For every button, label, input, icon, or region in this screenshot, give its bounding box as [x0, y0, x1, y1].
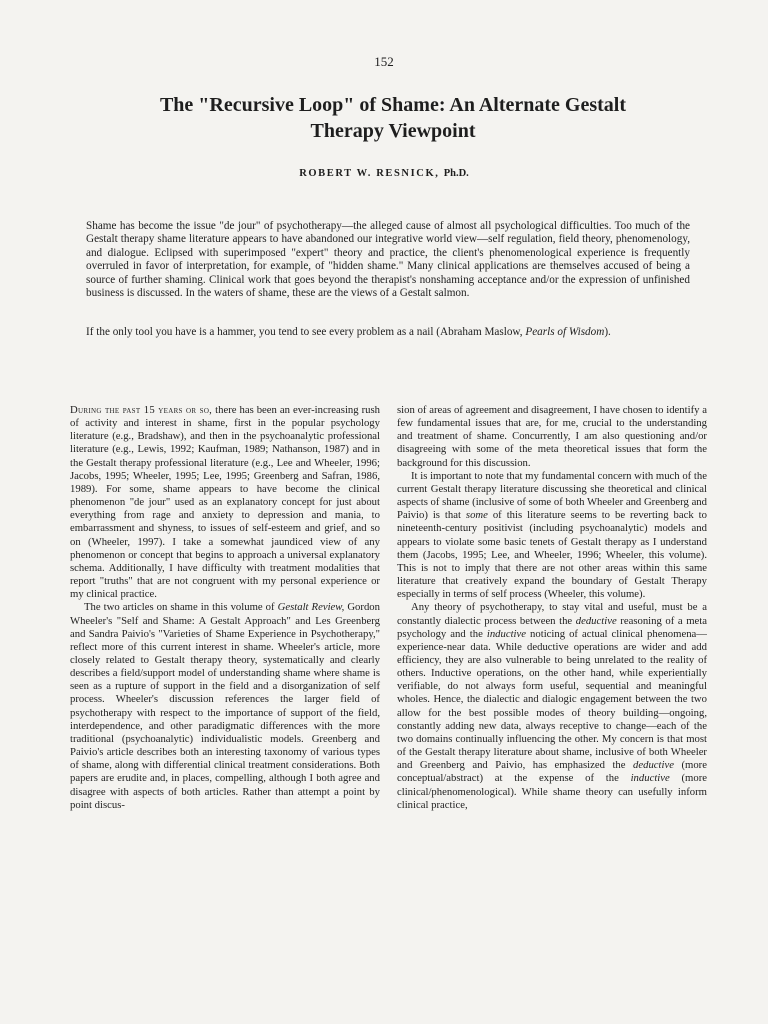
paragraph-text: (more clinical/phenomenological). While shame theory can usefully inform clinical practice,	[397, 772, 707, 811]
paragraph-text: (more conceptual/abstract) at the expense of the	[397, 759, 707, 785]
author-name: ROBERT W. RESNICK,	[299, 168, 440, 179]
article-title-line-2: Therapy Viewpoint	[310, 120, 476, 142]
paragraph-text: Any theory of psychotherapy, to stay vital and useful, must be a constantly dialectic process between the	[397, 601, 707, 627]
body-paragraph	[70, 404, 380, 601]
journal-name: Gestalt Review,	[277, 601, 345, 614]
emphasis: deductive	[575, 614, 617, 627]
article-title-line-1: The "Recursive Loop" of Shame: An Alternate Gestalt	[159, 94, 627, 116]
emphasis: inductive	[486, 627, 527, 640]
article-title	[120, 92, 666, 144]
body-column-left	[70, 404, 380, 812]
paragraph-text: there has been an ever-increasing rush of activity and interest in shame, first in the popular psychology literature (e.g., Bradshaw), and then in the psychoanalytic professional literature (e.g., Lewis, 1992; Kaufman, 1989; Nathanson, 1987) and in the Gestalt therapy professional literature (e.g., Lee and Wheeler, 1996; Jacobs, 1995; Wheeler, 1995; Lee, 1995; Greenberg and Safran, 1986, 1989). For some, shame appears to have become the clinical phenomenon "de jour" used as an explanatory concept for just about everything from rage and anxiety to depression and mania, to embarrassment and shyness, to issues of self-esteem and grief, and so on (Wheeler, 1997). I take a somewhat jaundiced view of any phenomenon or concept that begins to approach a universal explanatory schema. Additionally, I have difficulty with treatment modalities that report "truths" that are not congruent with my personal experience or my clinical practice.	[70, 404, 380, 601]
paragraph-text: Gordon Wheeler's "Self and Shame: A Gestalt Approach" and Les Greenberg and Sandra Paivio's "Varieties of Shame Experience in Psychotherapy," reflect more of this current interest in shame. Wheeler's article, more closely related to Gestalt therapy theory, systematically and clearly describes a field/support model of understanding shame where shame is seen as a rupture of support in the field and a disorganization of self process. Wheeler's discussion references the larger field of psychotherapy with respect to the importance of support of the field, interdependence, and other paradigmatic differences with the more traditional (psychoanalytic) individualistic models. Greenberg and Paivio's article describes both an interesting taxonomy of various types of shame, along with differential clinical treatment considerations. Both papers are erudite and, in places, compelling, although I both agree and disagree with aspects of both articles. Rather than attempt a point by point discus-	[70, 601, 380, 811]
emphasis: deductive	[633, 759, 674, 772]
body-paragraph: sion of areas of agreement and disagreement, I have chosen to identify a few fundamental issues that are, for me, crucial to the understanding and treatment of shame. Concurrently, I am also questioning and/or disagreeing with some of the meta theoretical issues that form the background for this discussion.	[397, 404, 707, 469]
epigraph-text: If the only tool you have is a hammer, you tend to see every problem as a nail (Abraham Maslow,	[86, 326, 526, 338]
epigraph-source: Pearls of Wisdom	[525, 326, 605, 338]
abstract: Shame has become the issue "de jour" of psychotherapy—the alleged cause of almost all psychological difficulties. Too much of the Gestalt therapy shame literature appears to have abandoned our integrative world view—self regulation, field theory, phenomenology, and dialogue. Eclipsed with superimposed "expert" theory and practice, the client's phenomenological experience is frequently overruled in favor of interpretation, for example, of "hidden shame." Many clinical applications are themselves accused of being a source of further shaming. Clinical work that goes beyond the therapist's nonshaming acceptance and/or the expression of unfinished business is discussed. In the waters of shame, these are the views of a Gestalt salmon.	[86, 220, 690, 300]
body-column-right	[397, 404, 707, 812]
paragraph-text: reasoning of a meta psychology and the	[397, 614, 707, 640]
author-byline	[0, 168, 768, 179]
paragraph-text: It is important to note that my fundamental concern with much of the current Gestalt therapy literature discussing she theoretical and clinical aspects of shame (inclusive of some of both Wheeler and Greenberg and Paivio) is that	[397, 469, 707, 522]
page-number: 152	[374, 54, 394, 69]
lead-in-small-caps: During the past 15 years or so,	[70, 404, 213, 416]
paragraph-text: noticing of actual clinical phenomena— experience-near data. While deductive operations are wider and add efficiency, they are also vulnerable to being unrelated to the reality of others. Inductive operations, on the other hand, while experientially verifiable, do not always form useful, sequential and meaningful wholes. Hence, the dialectic and dialogic engagement between the two allow for the best possible modes of theory building—ongoing, constantly adding new data, always receptive to change—each of the two domains continually influencing the other. My concern is that most of the Gestalt therapy literature about shame, inclusive of both Wheeler and Greenberg and Paivio, has emphasized the	[397, 627, 707, 772]
body-paragraph	[70, 601, 380, 812]
body-paragraph	[397, 601, 707, 812]
epigraph	[86, 326, 706, 339]
paragraph-text: of this literature seems to be reverting back to nineteenth-century positivist (including psychoanalytic) models and appears to violate some basic tenets of Gestalt therapy as I understand them (Jacobs, 1995; Lee, and Wheeler, 1996; Wheeler, this volume). This is not to imply that there are not other areas within this same literature that creatively expand the boundary of Gestalt Therapy especially in terms of self process (Wheeler, this volume).	[397, 509, 707, 601]
paragraph-text: The two articles on shame in this volume of	[84, 601, 278, 614]
body-paragraph	[397, 470, 707, 602]
author-degree: Ph.D.	[443, 168, 469, 179]
epigraph-end: ).	[604, 326, 611, 338]
emphasis: some	[465, 509, 488, 522]
emphasis: inductive	[630, 772, 670, 785]
